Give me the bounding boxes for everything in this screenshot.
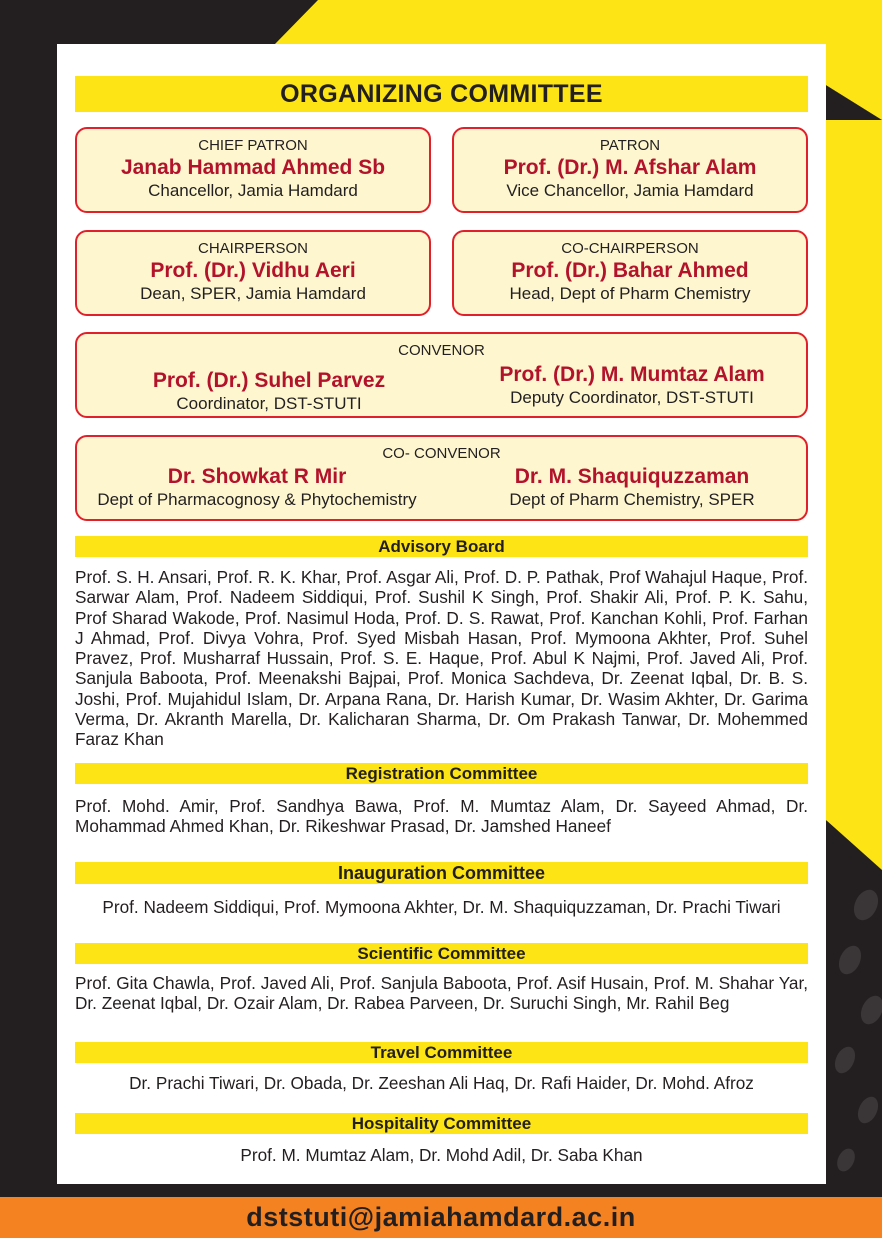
co-chairperson-box [452,230,808,316]
person-designation: Dean, SPER, Jamia Hamdard [140,284,366,303]
footer-email[interactable]: dststuti@jamiahamdard.ac.in [0,1197,882,1238]
person-name: Dr. M. Shaquiquzzaman [514,465,750,488]
person-name: Prof. (Dr.) Bahar Ahmed [511,259,749,282]
person-name: Prof. (Dr.) M. Afshar Alam [503,156,757,179]
registration-committee-heading: Registration Committee [75,763,808,784]
dot-pattern [831,886,882,1174]
hospitality-committee-heading: Hospitality Committee [75,1113,808,1134]
chairperson-box [75,230,431,316]
role-label: PATRON [599,137,661,154]
travel-committee-members: Dr. Prachi Tiwari, Dr. Obada, Dr. Zeeshan Ali Haq, Dr. Rafi Haider, Dr. Mohd. Afroz [129,1073,754,1093]
advisory-board-members: Prof. S. H. Ansari, Prof. R. K. Khar, Prof. Asgar Ali, Prof. D. P. Pathak, Prof Wahajul Haque, Prof. Sarwar Alam, Prof. Nadeem Siddiqui, Prof. Sushil K Singh, Prof. Shakir Ali, Prof. P. K. Sahu, Prof Sharad Wakode, Prof. Nasimul Hoda, Prof. D. S. Rawat, Prof. Kanchan Kohli, Prof. Farhan J Ahmad, Prof. Divya Vohra, Prof. Syed Misbah Hasan, Prof. Mymoona Akhter, Prof. Suhel Pravez, Prof. Musharraf Hussain, Prof. S. E. Haque, Prof. Abul K Najmi, Prof. Javed Ali, Prof. Sanjula Baboota, Prof. Meenakshi Bajpai, Prof. Monica Sachdeva, Dr. Zeenat Iqbal, Dr. B. S. Joshi, Prof. Mujahidul Islam, Dr. Arpana Rana, Dr. Harish Kumar, Dr. Wasim Akhter, Dr. Garima Verma, Dr. Akranth Marella, Dr. Kalicharan Sharma, Dr. Om Prakash Tanwar, Dr. Mohemmed Faraz Khan [75,567,808,750]
person-designation: Dept of Pharm Chemistry, SPER [509,490,755,509]
person-designation: Head, Dept of Pharm Chemistry [509,284,751,303]
patron-box [452,127,808,213]
right-yellow-wedge [826,120,882,860]
inauguration-committee-members: Prof. Nadeem Siddiqui, Prof. Mymoona Akhter, Dr. M. Shaquiquzzaman, Dr. Prachi Tiwari [102,897,781,917]
person-name: Dr. Showkat R Mir [167,465,347,488]
registration-committee-members: Prof. Mohd. Amir, Prof. Sandhya Bawa, Prof. M. Mumtaz Alam, Dr. Sayeed Ahmad, Dr. Mohammad Ahmed Khan, Dr. Rikeshwar Prasad, Dr. Jamshed Haneef [75,796,808,837]
person-name: Janab Hammad Ahmed Sb [120,156,386,179]
scientific-committee-heading: Scientific Committee [75,943,808,964]
person-designation: Dept of Pharmacognosy & Phytochemistry [97,490,417,509]
scientific-committee-members: Prof. Gita Chawla, Prof. Javed Ali, Prof. Sanjula Baboota, Prof. Asif Husain, Prof. M. Shahar Yar, Dr. Zeenat Iqbal, Dr. Ozair Alam, Dr. Rabea Parveen, Dr. Suruchi Singh, Mr. Rahil Beg [75,973,808,1014]
co-convenor-right [452,464,812,510]
advisory-board-heading: Advisory Board [75,536,808,557]
page-title: ORGANIZING COMMITTEE [75,76,808,112]
co-convenor-box [75,435,808,521]
person-name: Prof. (Dr.) M. Mumtaz Alam [499,363,765,386]
role-label: CHAIRPERSON [197,240,309,257]
role-label: CO-CHAIRPERSON [561,240,699,257]
convenor-left [89,368,449,414]
role-label: CO- CONVENOR [382,445,501,462]
co-convenor-left [77,464,437,510]
person-designation: Coordinator, DST-STUTI [176,394,362,413]
role-label: CONVENOR [398,342,485,359]
person-designation: Deputy Coordinator, DST-STUTI [510,388,754,407]
convenor-right [452,362,812,408]
chief-patron-box [75,127,431,213]
content-card [57,44,826,1184]
inauguration-committee-heading: Inauguration Committee [75,862,808,884]
role-label: CHIEF PATRON [198,137,308,154]
travel-committee-heading: Travel Committee [75,1042,808,1063]
person-name: Prof. (Dr.) Suhel Parvez [152,369,386,392]
person-name: Prof. (Dr.) Vidhu Aeri [150,259,356,282]
hospitality-committee-members: Prof. M. Mumtaz Alam, Dr. Mohd Adil, Dr. Saba Khan [240,1145,643,1165]
person-designation: Vice Chancellor, Jamia Hamdard [506,181,754,200]
convenor-box [75,332,808,418]
person-designation: Chancellor, Jamia Hamdard [148,181,358,200]
